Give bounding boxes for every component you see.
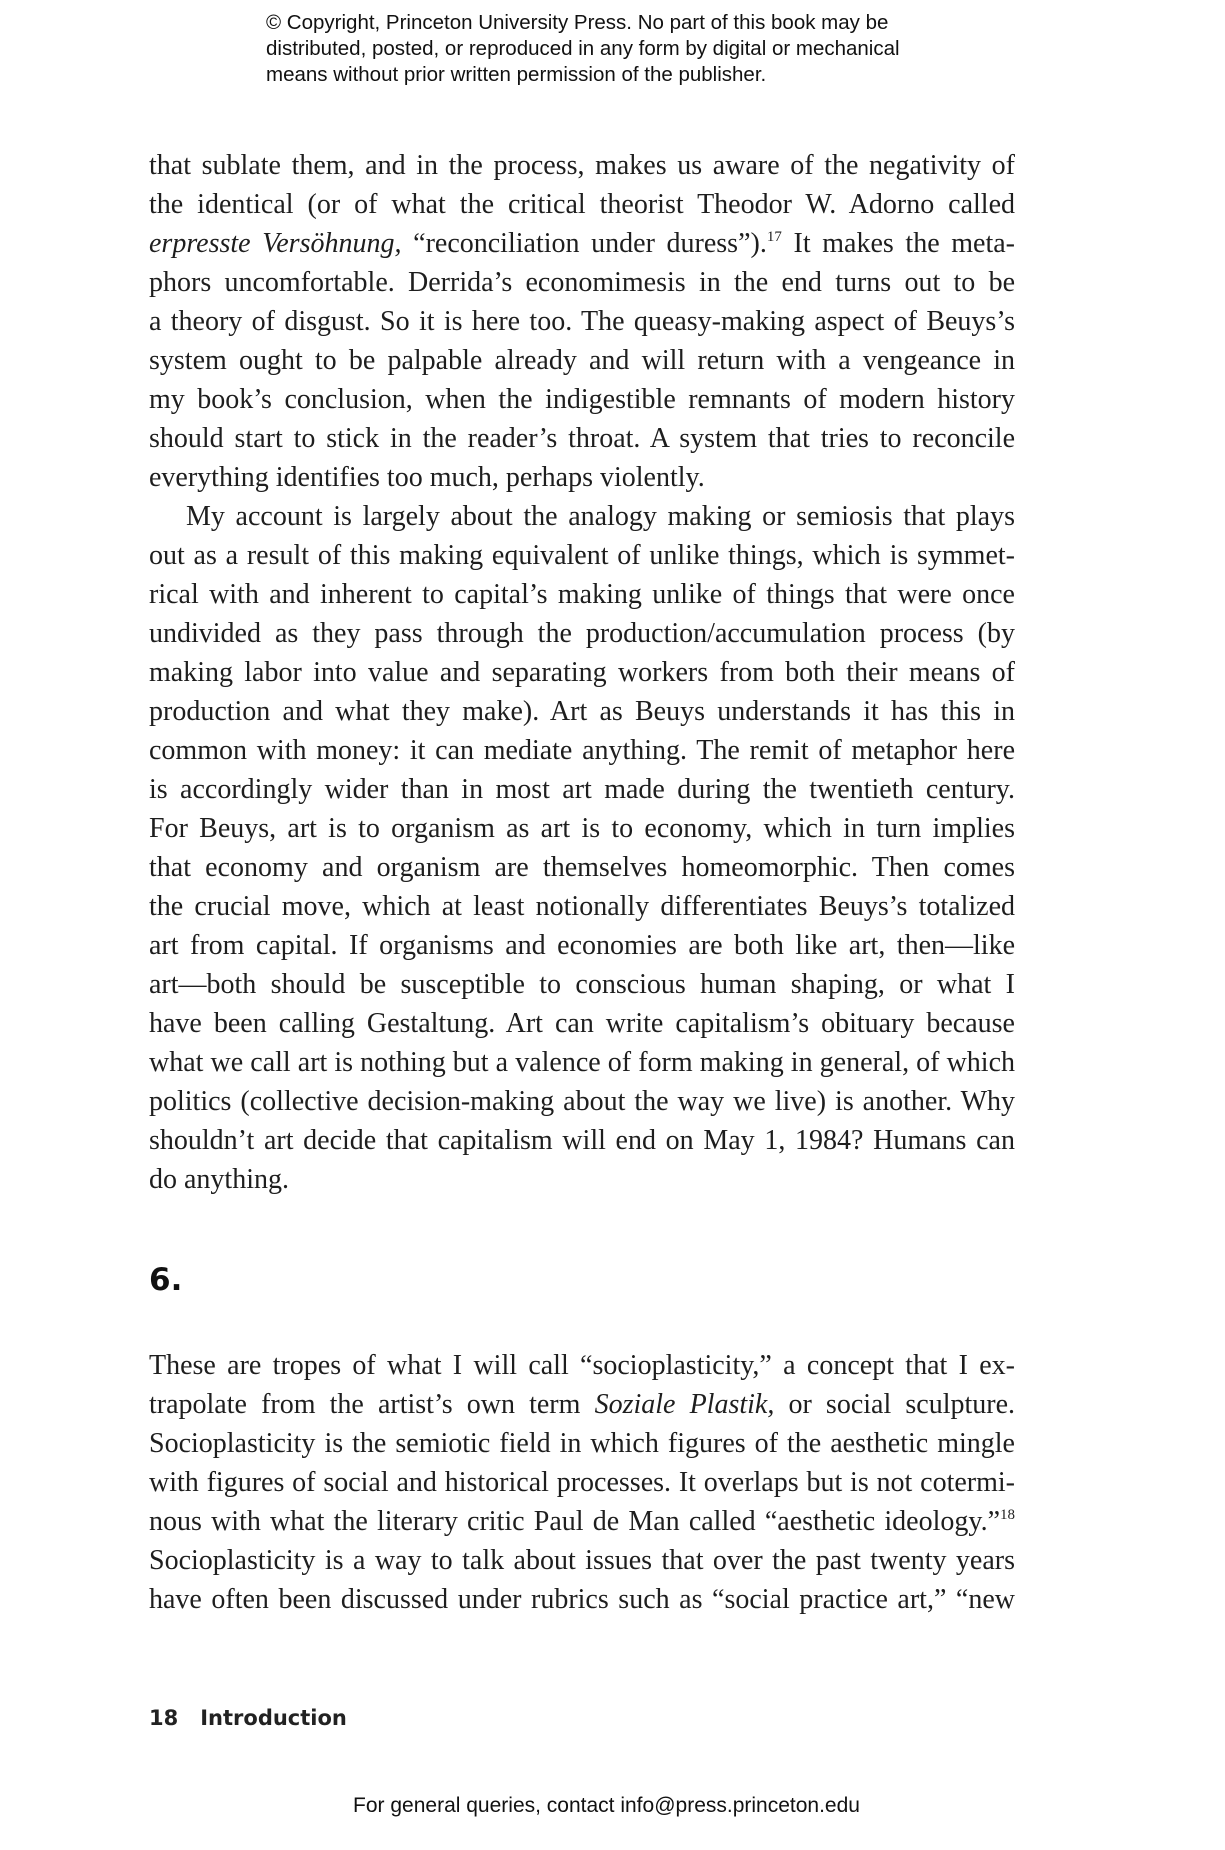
text-line: politics (collective decision-making about the way we live) is another. Why (149, 1086, 1015, 1117)
copyright-line: distributed, posted, or reproduced in any form by digital or mechanical (266, 37, 900, 60)
text-line: shouldn’t art decide that capitalism will end on May 1, 1984? Humans can (149, 1125, 1015, 1156)
text-line-with-italic (149, 1385, 1015, 1424)
text-line: should start to stick in the reader’s throat. A system that tries to reconcile (149, 423, 1015, 454)
text-line-with-footnote (149, 1502, 1015, 1541)
text-line: common with money: it can mediate anything. The remit of metaphor here (149, 735, 1015, 766)
contact-text: For general queries, contact info@press.princeton.edu (353, 1794, 860, 1817)
text-line: My account is largely about the analogy making or semiosis that plays (186, 501, 1015, 532)
text-line: the crucial move, which at least notionally differentiates Beuys’s totalized (149, 891, 1015, 922)
body-paragraph-after-section (149, 1346, 1015, 1619)
copyright-line: means without prior written permission of the publisher. (266, 63, 767, 86)
text-line: my book’s conclusion, when the indigestible remnants of modern history (149, 384, 1015, 415)
text-line: have been calling Gestaltung. Art can write capitalism’s obituary because (149, 1008, 1015, 1039)
text-line: undivided as they pass through the production/accumulation process (by (149, 618, 1015, 649)
footnote-marker[interactable]: 18 (1000, 1507, 1015, 1523)
contact-notice (0, 1794, 1225, 1818)
text-line: that economy and organism are themselves homeomorphic. Then comes (149, 852, 1015, 883)
text-fragment: It makes the meta- (793, 228, 1016, 259)
text-line: what we call art is nothing but a valence of form making in general, of which (149, 1047, 1015, 1078)
text-line: phors uncomfortable. Derrida’s economimesis in the end turns out to be (149, 267, 1015, 298)
text-line: making labor into value and separating workers from both their means of (149, 657, 1015, 688)
section-heading: 6. (149, 1262, 183, 1298)
text-line: art—both should be susceptible to conscious human shaping, or what I (149, 969, 1015, 1000)
text-line: Socioplasticity is the semiotic field in which figures of the aesthetic mingle (149, 1428, 1015, 1459)
running-footer (149, 1706, 347, 1730)
text-line: the identical (or of what the critical theorist Theodor W. Adorno called (149, 189, 1015, 220)
text-line: have often been discussed under rubrics such as “social practice art,” “new (149, 1584, 1015, 1615)
text-fragment: “reconciliation under duress”). (413, 228, 767, 259)
text-line: is accordingly wider than in most art made during the twentieth century. (149, 774, 1015, 805)
text-line: out as a result of this making equivalent of unlike things, which is symmet- (149, 540, 1015, 571)
text-fragment: trapolate from the artist’s own term (149, 1389, 581, 1420)
italic-term: Soziale Plastik, (594, 1389, 775, 1420)
text-line: everything identifies too much, perhaps violently. (149, 462, 705, 493)
page-number: 18 (149, 1706, 179, 1730)
copyright-notice (266, 10, 1026, 88)
text-line: Socioplasticity is a way to talk about issues that over the past twenty years (149, 1545, 1015, 1576)
running-title: Introduction (200, 1706, 347, 1730)
italic-term: erpresste Versöhnung, (149, 228, 402, 259)
text-line: art from capital. If organisms and economies are both like art, then—like (149, 930, 1015, 961)
text-fragment: nous with what the literary critic Paul de Man called “aesthetic ideology.” (149, 1506, 1000, 1537)
text-line: system ought to be palpable already and will return with a vengeance in (149, 345, 1015, 376)
text-line: production and what they make). Art as Beuys understands it has this in (149, 696, 1015, 727)
text-line: For Beuys, art is to organism as art is to economy, which in turn implies (149, 813, 1015, 844)
text-fragment: or social sculpture. (788, 1389, 1016, 1420)
text-line: These are tropes of what I will call “socioplasticity,” a concept that I ex- (149, 1350, 1015, 1381)
copyright-line: © Copyright, Princeton University Press. No part of this book may be (266, 11, 889, 34)
footnote-marker[interactable]: 17 (766, 229, 782, 245)
text-line: do anything. (149, 1164, 289, 1195)
text-line: that sublate them, and in the process, makes us aware of the negativity of (149, 150, 1015, 181)
text-line-with-footnote (149, 224, 1015, 263)
text-line: rical with and inherent to capital’s making unlike of things that were once (149, 579, 1015, 610)
text-line: a theory of disgust. So it is here too. The queasy-making aspect of Beuys’s (149, 306, 1015, 337)
body-paragraphs-before-section (149, 146, 1015, 1199)
text-line: with figures of social and historical processes. It overlaps but is not cotermi- (149, 1467, 1015, 1498)
